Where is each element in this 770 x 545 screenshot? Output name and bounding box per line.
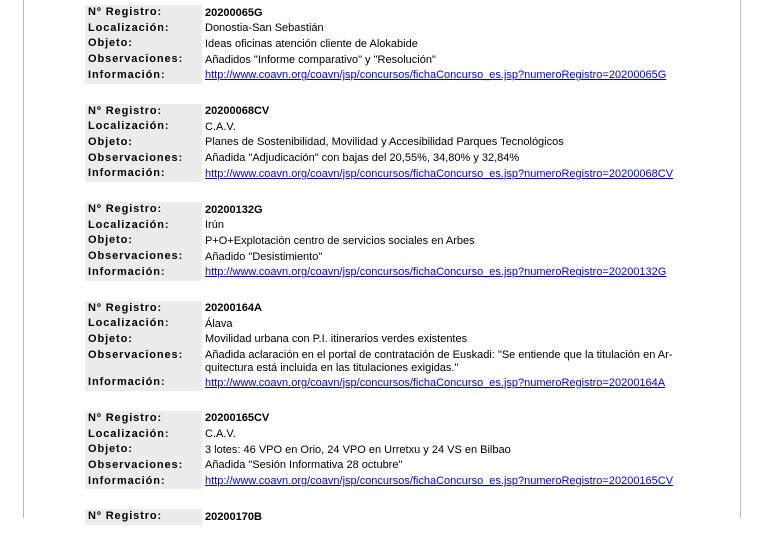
- localizacion-value: Irún: [205, 219, 224, 232]
- objeto-value: Planes de Sostenibilidad, Movilidad y Accesibilidad Parques Tecnológicos: [205, 136, 564, 149]
- informacion-row: [85, 265, 705, 281]
- informacion-label: Información:: [85, 375, 202, 391]
- localizacion-label: Localización:: [85, 119, 202, 135]
- registro-value: 20200065G: [205, 6, 263, 19]
- informacion-label: Información:: [85, 166, 202, 182]
- observaciones-row: [85, 249, 705, 265]
- registro-label: Nº Registro:: [85, 104, 202, 120]
- registro-row: [85, 202, 705, 218]
- localizacion-row: [85, 21, 705, 37]
- observaciones-row: [85, 52, 705, 68]
- localizacion-label: Localización:: [85, 21, 202, 37]
- ficha-concurso-link[interactable]: http://www.coavn.org/coavn/jsp/concursos/fichaConcurso_es.jsp?numeroRegistro=20200068CV: [205, 167, 674, 180]
- informacion-row: [85, 375, 705, 391]
- record-20200165CV: [85, 411, 705, 490]
- observaciones-label: Observaciones:: [85, 348, 202, 376]
- ficha-concurso-link[interactable]: http://www.coavn.org/coavn/jsp/concursos/fichaConcurso_es.jsp?numeroRegistro=20200165CV: [205, 475, 674, 488]
- registro-label: Nº Registro:: [85, 411, 202, 427]
- registro-label: Nº Registro:: [85, 5, 202, 21]
- registro-row: [85, 411, 705, 427]
- registro-value: 20200164A: [205, 302, 262, 315]
- objeto-label: Objeto:: [85, 135, 202, 151]
- objeto-row: [85, 135, 705, 151]
- localizacion-row: [85, 218, 705, 234]
- localizacion-value: Álava: [205, 317, 233, 330]
- localizacion-value: C.A.V.: [205, 120, 236, 133]
- informacion-row: [85, 166, 705, 182]
- objeto-row: [85, 442, 705, 458]
- localizacion-label: Localización:: [85, 427, 202, 443]
- registro-row: [85, 301, 705, 317]
- objeto-value: P+O+Explotación centro de servicios sociales en Arbes: [205, 234, 475, 247]
- objeto-label: Objeto:: [85, 233, 202, 249]
- observaciones-label: Observaciones:: [85, 458, 202, 474]
- observaciones-row: [85, 151, 705, 167]
- informacion-cell: [205, 166, 705, 182]
- objeto-label: Objeto:: [85, 36, 202, 52]
- informacion-label: Información:: [85, 68, 202, 84]
- localizacion-value: C.A.V.: [205, 428, 236, 441]
- registro-row: [85, 104, 705, 120]
- registro-value: 20200170B: [205, 510, 262, 523]
- localizacion-row: [85, 119, 705, 135]
- localizacion-row: [85, 427, 705, 443]
- informacion-cell: [205, 474, 705, 490]
- registro-label: Nº Registro:: [85, 509, 202, 525]
- observaciones-label: Observaciones:: [85, 52, 202, 68]
- informacion-row: [85, 68, 705, 84]
- record-20200164A: [85, 301, 705, 391]
- localizacion-value: Donostia-San Sebastián: [205, 22, 324, 35]
- informacion-label: Información:: [85, 474, 202, 490]
- record-20200065G: [85, 5, 705, 84]
- registro-label: Nº Registro:: [85, 202, 202, 218]
- registro-row: [85, 509, 705, 525]
- observaciones-value: Añadida "Adjudicación" con bajas del 20,55%, 34,80% y 32,84%: [205, 152, 520, 165]
- registro-row: [85, 5, 705, 21]
- objeto-value: Movilidad urbana con P.I. itinerarios verdes existentes: [205, 333, 468, 346]
- ficha-concurso-link[interactable]: http://www.coavn.org/coavn/jsp/concursos/fichaConcurso_es.jsp?numeroRegistro=20200164A: [205, 376, 666, 389]
- objeto-label: Objeto:: [85, 332, 202, 348]
- observaciones-value: Añadido "Desistimiento": [205, 250, 323, 263]
- observaciones-value: Añadidos "Informe comparativo" y "Resolución": [205, 53, 436, 66]
- objeto-row: [85, 332, 705, 348]
- objeto-label: Objeto:: [85, 442, 202, 458]
- objeto-value: Ideas oficinas atención cliente de Alokabide: [205, 37, 418, 50]
- registro-label: Nº Registro:: [85, 301, 202, 317]
- objeto-row: [85, 233, 705, 249]
- registro-value: 20200068CV: [205, 105, 270, 118]
- registro-value: 20200132G: [205, 203, 263, 216]
- competition-records-list: [85, 5, 705, 545]
- ficha-concurso-link[interactable]: http://www.coavn.org/coavn/jsp/concursos/fichaConcurso_es.jsp?numeroRegistro=20200132G: [205, 266, 667, 279]
- informacion-label: Información:: [85, 265, 202, 281]
- localizacion-row: [85, 316, 705, 332]
- objeto-row: [85, 36, 705, 52]
- informacion-row: [85, 474, 705, 490]
- record-20200068CV: [85, 104, 705, 183]
- record-20200170B: [85, 509, 705, 525]
- observaciones-value: Añadida aclaración en el portal de contratación de Euskadi: "Se entiende que la titulación en Ar-quitectura está incluida en las titulaciones exigidas.": [205, 349, 673, 375]
- localizacion-label: Localización:: [85, 316, 202, 332]
- ficha-concurso-link[interactable]: http://www.coavn.org/coavn/jsp/concursos/fichaConcurso_es.jsp?numeroRegistro=20200065G: [205, 69, 667, 82]
- observaciones-label: Observaciones:: [85, 151, 202, 167]
- registro-value: 20200165CV: [205, 412, 270, 425]
- informacion-cell: [205, 375, 705, 391]
- observaciones-value: Añadida "Sesión Informativa 28 octubre": [205, 459, 403, 472]
- observaciones-label: Observaciones:: [85, 249, 202, 265]
- observaciones-row: [85, 348, 705, 376]
- localizacion-label: Localización:: [85, 218, 202, 234]
- record-20200132G: [85, 202, 705, 281]
- observaciones-row: [85, 458, 705, 474]
- objeto-value: 3 lotes: 46 VPO en Orio, 24 VPO en Urretxu y 24 VS en Bilbao: [205, 443, 511, 456]
- informacion-cell: [205, 68, 705, 84]
- informacion-cell: [205, 265, 705, 281]
